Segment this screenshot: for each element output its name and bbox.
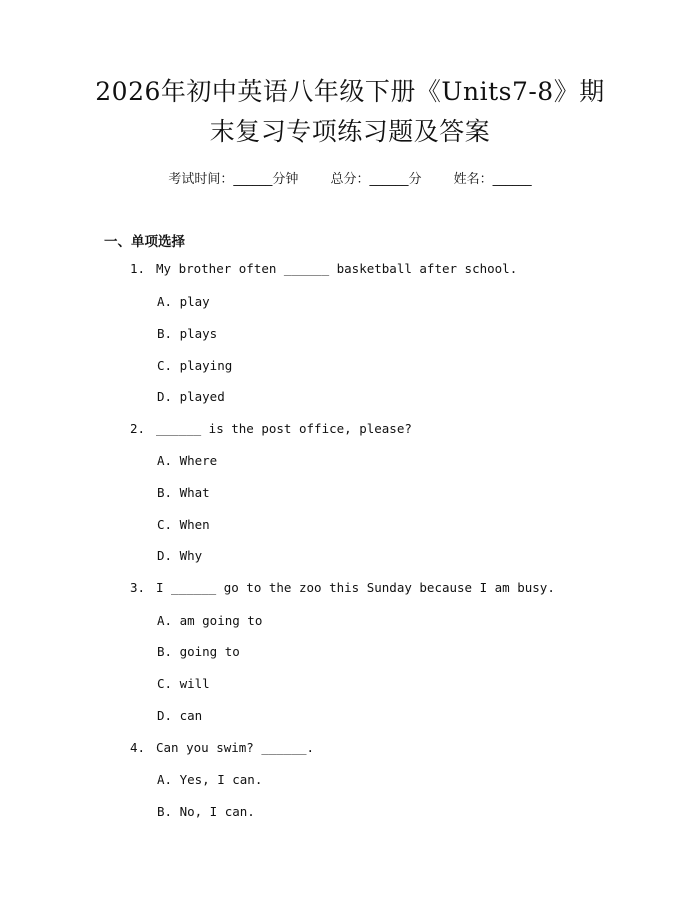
question-stem: My brother often ______ basketball after school. — [156, 261, 518, 276]
question-1 — [130, 261, 517, 276]
option-1d: D. played — [157, 389, 225, 404]
option-3b: B. going to — [157, 644, 240, 659]
document-title — [60, 72, 640, 152]
option-2b: B. What — [157, 485, 210, 500]
question-4 — [130, 740, 314, 755]
option-4a: A. Yes, I can. — [157, 772, 263, 787]
question-number: 1. — [130, 261, 146, 276]
option-3c: C. will — [157, 676, 210, 691]
option-2a: A. Where — [157, 453, 218, 468]
option-1a: A. play — [157, 294, 210, 309]
option-1b: B. plays — [157, 326, 218, 341]
question-2 — [130, 421, 412, 436]
question-3 — [130, 580, 555, 595]
option-4b: B. No, I can. — [157, 804, 255, 819]
option-3d: D. can — [157, 708, 203, 723]
option-3a: A. am going to — [157, 613, 263, 628]
question-number: 2. — [130, 421, 146, 436]
question-number: 3. — [130, 580, 146, 595]
title-line-2: 末复习专项练习题及答案 — [209, 117, 491, 146]
section-heading: 一、单项选择 — [104, 234, 185, 250]
question-number: 4. — [130, 740, 146, 755]
question-stem: I ______ go to the zoo this Sunday because I am busy. — [156, 580, 555, 595]
option-2d: D. Why — [157, 548, 203, 563]
exam-name: 姓名：______ — [453, 172, 532, 187]
exam-score: 总分：______分 — [330, 172, 422, 187]
exam-time: 考试时间：______分钟 — [168, 172, 299, 187]
exam-info — [0, 168, 700, 187]
question-stem: Can you swim? ______. — [156, 740, 315, 755]
option-2c: C. When — [157, 517, 210, 532]
option-1c: C. playing — [157, 358, 233, 373]
question-stem: ______ is the post office, please? — [156, 421, 412, 436]
title-line-1: 2026年初中英语八年级下册《Units7-8》期 — [95, 77, 605, 106]
